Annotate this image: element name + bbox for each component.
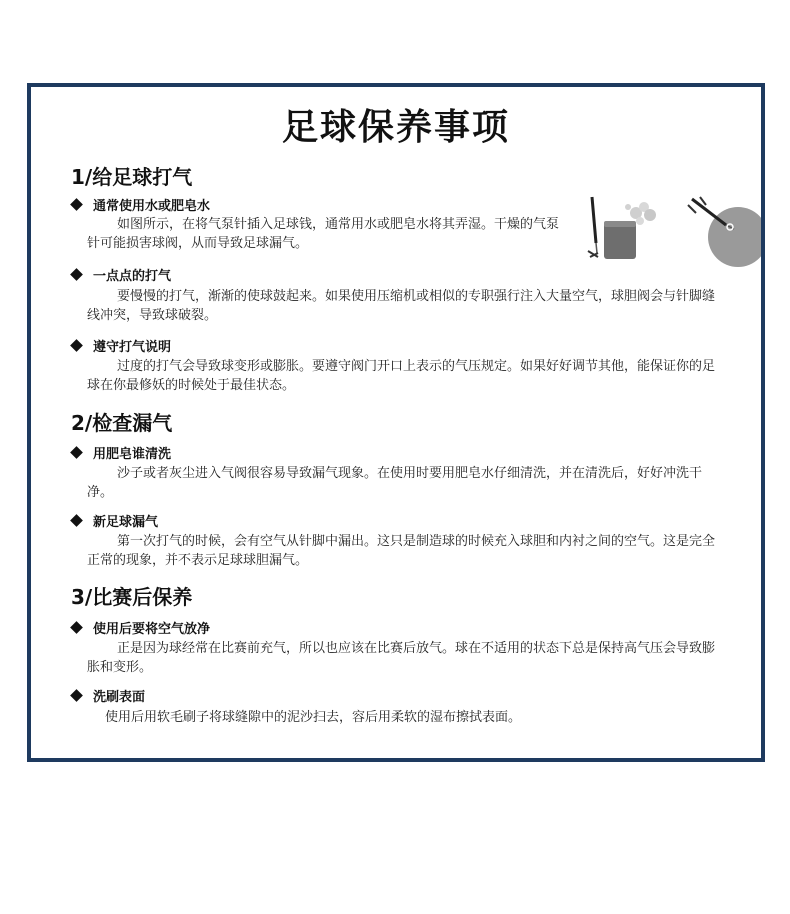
item-heading (71, 618, 210, 637)
item-heading-text: 使用后要将空气放净 (93, 622, 211, 637)
item-heading-text: 通常使用水或肥皂水 (93, 199, 211, 214)
item-heading (71, 443, 171, 462)
diamond-bullet-icon (71, 515, 83, 527)
item-heading (71, 336, 171, 355)
section-heading-inflate: 1/给足球打气 (71, 165, 193, 189)
diamond-bullet-icon (71, 622, 83, 634)
diamond-bullet-icon (71, 340, 83, 352)
item-paragraph: 使用后用软毛刷子将球缝隙中的泥沙扫去，容后用柔软的湿布擦拭表面。 (105, 710, 522, 725)
item-heading-text: 洗刷表面 (93, 690, 146, 705)
pump-needle-ball-icon (686, 191, 761, 269)
diamond-bullet-icon (71, 447, 83, 459)
item-paragraph: 要慢慢的打气，渐渐的使球鼓起来。如果使用压缩机或相似的专职强行注入大量空气，球胆阀会与针脚缝线冲突，导致球破裂。 (87, 289, 716, 323)
pump-needle-water-icon (584, 191, 664, 263)
item-heading-text: 用肥皂谁清洗 (93, 447, 172, 462)
section-heading-leak-check: 2/检查漏气 (71, 411, 173, 435)
diamond-bullet-icon (71, 269, 83, 281)
diamond-bullet-icon (71, 199, 83, 211)
item-paragraph: 第一次打气的时候，会有空气从针脚中漏出。这只是制造球的时候充入球胆和内衬之间的空气。这是完全正常的现象，并不表示足球球胆漏气。 (87, 534, 716, 568)
section-heading-post-match: 3/比赛后保养 (71, 585, 193, 609)
item-paragraph: 正是因为球经常在比赛前充气，所以也应该在比赛后放气。球在不适用的状态下总是保持高气压会导致膨胀和变形。 (87, 641, 716, 675)
content-frame (27, 83, 765, 762)
item-paragraph: 如图所示，在将气泵针插入足球钱，通常用水或肥皂水将其弄湿。干燥的气泵针可能损害球阀，从而导致足球漏气。 (87, 217, 560, 251)
item-heading-text: 遵守打气说明 (93, 340, 172, 355)
page-title: 足球保养事项 (281, 107, 510, 148)
item-heading-text: 新足球漏气 (93, 515, 159, 530)
item-heading (71, 686, 145, 705)
item-paragraph: 沙子或者灰尘进入气阀很容易导致漏气现象。在使用时要用肥皂水仔细清洗，并在清洗后，好好冲洗干净。 (87, 466, 703, 500)
item-paragraph: 过度的打气会导致球变形或膨胀。要遵守阀门开口上表示的气压规定。如果好好调节其他，能保证你的足球在你最修妖的时候处于最佳状态。 (87, 359, 716, 393)
item-heading (71, 511, 158, 530)
diamond-bullet-icon (71, 690, 83, 702)
item-heading-text: 一点点的打气 (93, 269, 172, 284)
item-heading (71, 265, 171, 284)
item-heading (71, 195, 210, 214)
